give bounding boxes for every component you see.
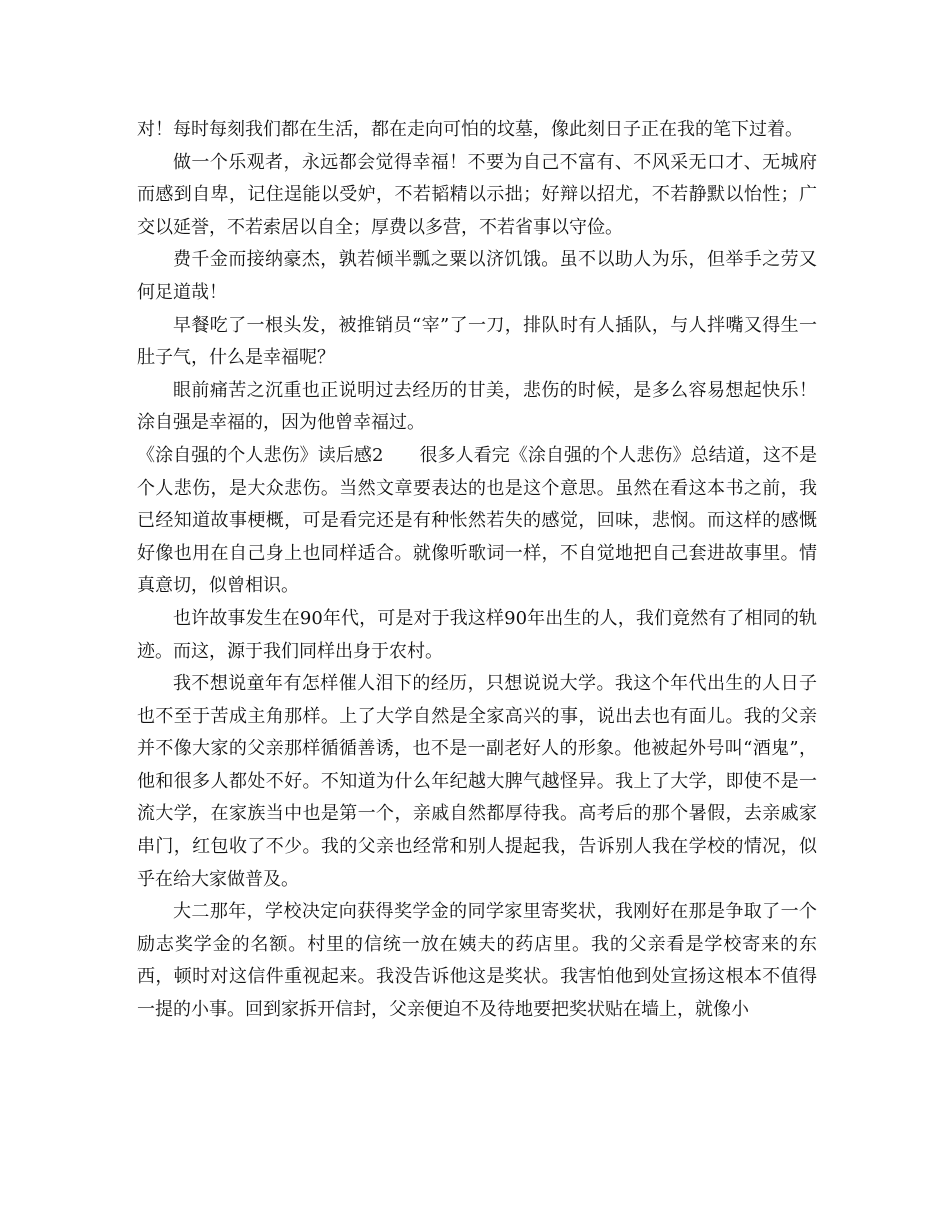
- section-intro-text: 很多人看完《涂自强的个人悲伤》总结道，这不是个人悲伤，是大众悲伤。当然文章要表达的也是这个意思。虽然在看这本书之前，我已经知道故事梗概，可是看完还是有种怅然若失的感觉，回味，悲悯。而这样的感慨好像也用在自己身上也同样适合。就像听歌词一样，不自觉地把自己套进故事里。情真意切，似曾相识。: [137, 444, 818, 597]
- paragraph-1: 对！每时每刻我们都在生活，都在走向可怕的坟墓，像此刻日子正在我的笔下过着。: [137, 119, 803, 140]
- section-title: 《涂自强的个人悲伤》读后感2: [137, 444, 384, 466]
- section-heading-paragraph: [137, 440, 817, 603]
- paragraph-3: 费千金而接纳豪杰，孰若倾半瓢之粟以济饥饿。虽不以助人为乐，但举手之劳又何足道哉！: [137, 249, 817, 303]
- paragraph-7: 我不想说童年有怎样催人泪下的经历，只想说说大学。我这个年代出生的人日子也不至于苦成主角那样。上了大学自然是全家高兴的事，说出去也有面儿。我的父亲并不像大家的父亲那样循循善诱，也不是一副老好人的形象。他被起外号叫“酒鬼”，他和很多人都处不好。不知道为什么年纪越大脾气越怪异。我上了大学，即使不是一流大学，在家族当中也是第一个，亲戚自然都厚待我。高考后的那个暑假，去亲戚家串门，红包收了不少。我的父亲也经常和别人提起我，告诉别人我在学校的情况，似乎在给大家做普及。: [137, 673, 817, 890]
- paragraph-6: 也许故事发生在90年代，可是对于我这样90年出生的人，我们竟然有了相同的轨迹。而这，源于我们同样出身于农村。: [137, 607, 817, 662]
- document-body: [137, 114, 817, 1027]
- paragraph-4: 早餐吃了一根头发，被推销员“宰”了一刀，排队时有人插队，与人拌嘴又得生一肚子气，什么是幸福呢？: [137, 314, 817, 369]
- paragraph-2: 做一个乐观者，永远都会觉得幸福！不要为自己不富有、不风采无口才、无城府而感到自卑，记住逞能以受妒，不若韬精以示拙；好辩以招尤，不若静默以怡性；广交以延誉，不若索居以自全；厚费以多营，不若省事以守俭。: [137, 151, 817, 238]
- paragraph-8: 大二那年，学校决定向获得奖学金的同学家里寄奖状，我刚好在那是争取了一个励志奖学金的名额。村里的信统一放在姨夫的药店里。我的父亲看是学校寄来的东西，顿时对这信件重视起来。我没告诉他这是奖状。我害怕他到处宣扬这根本不值得一提的小事。回到家拆开信封，父亲便迫不及待地要把奖状贴在墙上，就像小: [137, 901, 817, 1021]
- paragraph-5: 眼前痛苦之沉重也正说明过去经历的甘美，悲伤的时候，是多么容易想起快乐！涂自强是幸福的，因为他曾幸福过。: [137, 379, 817, 434]
